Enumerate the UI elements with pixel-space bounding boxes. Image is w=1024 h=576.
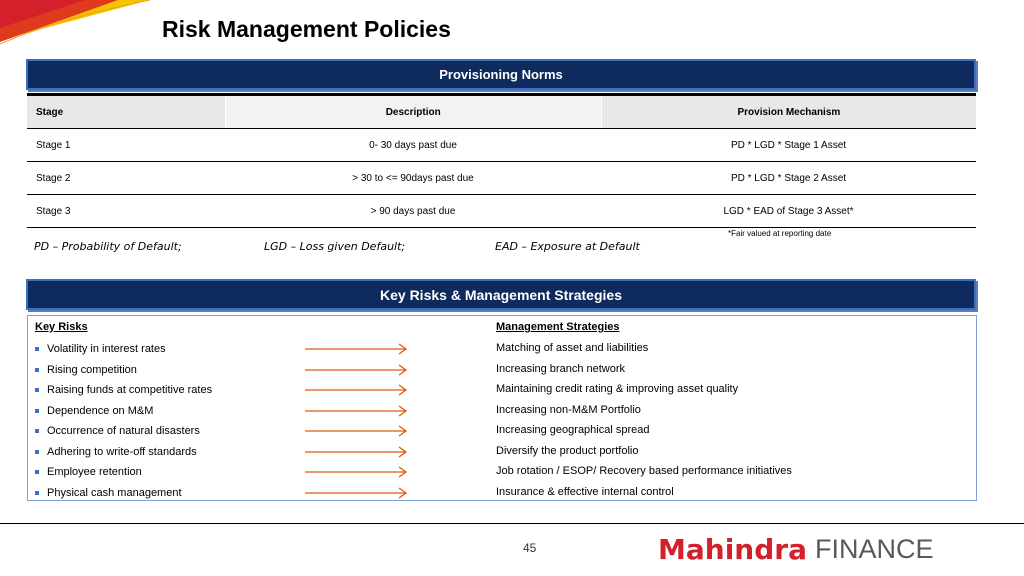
arrow-right-icon — [304, 364, 408, 376]
bullet-icon — [35, 409, 39, 413]
strategy-label: Maintaining credit rating & improving asset quality — [496, 383, 739, 395]
risks-panel — [27, 315, 977, 501]
risk-item — [35, 339, 166, 359]
table-header — [27, 93, 976, 129]
cell-mechanism: LGD * EAD of Stage 3 Asset* — [723, 205, 854, 217]
fair-value-footnote: *Fair valued at reporting date — [728, 229, 832, 238]
arrow-right-icon — [304, 425, 408, 437]
risk-item — [35, 401, 153, 421]
strategy-label: Job rotation / ESOP/ Recovery based performance initiatives — [496, 465, 792, 477]
risk-item — [35, 360, 137, 380]
bullet-icon — [35, 429, 39, 433]
bullet-icon — [35, 491, 39, 495]
arrow-right-icon — [304, 487, 408, 499]
header-provision-mechanism: Provision Mechanism — [737, 106, 841, 118]
strategy-label: Increasing branch network — [496, 362, 626, 375]
definition-pd: PD – Probability of Default; — [34, 240, 182, 253]
risk-label: Volatility in interest rates — [47, 343, 166, 355]
strategy-label: Matching of asset and liabilities — [496, 342, 649, 354]
risk-label: Adhering to write-off standards — [47, 445, 197, 458]
page-title: Risk Management Policies — [162, 16, 451, 42]
table-row — [27, 129, 976, 162]
risk-item — [35, 421, 200, 441]
key-risks-header: Key Risks — [35, 321, 88, 333]
risk-label: Occurrence of natural disasters — [47, 425, 200, 437]
bullet-icon — [35, 368, 39, 372]
header-description: Description — [225, 96, 602, 128]
bullet-icon — [35, 347, 39, 351]
bullet-icon — [35, 388, 39, 392]
page-number: 45 — [523, 541, 537, 555]
logo-suffix: FINANCE — [814, 533, 934, 564]
strategy-label: Insurance & effective internal control — [496, 485, 674, 498]
header-stage: Stage — [36, 106, 64, 118]
risk-label: Physical cash management — [47, 486, 182, 499]
strategy-label: Diversify the product portfolio — [496, 444, 639, 457]
arrow-right-icon — [304, 405, 408, 417]
bullet-icon — [35, 450, 39, 454]
cell-stage: Stage 1 — [36, 139, 71, 151]
cell-mechanism: PD * LGD * Stage 1 Asset — [730, 139, 847, 151]
definition-ead: EAD – Exposure at Default — [495, 240, 640, 253]
arrow-right-icon — [304, 343, 408, 355]
risk-label: Employee retention — [47, 466, 142, 478]
mahindra-finance-logo — [658, 533, 933, 565]
cell-description: > 30 to <= 90days past due — [352, 172, 474, 184]
strategies-header: Management Strategies — [496, 321, 620, 333]
logo-brand: Mahindra — [658, 532, 807, 566]
risk-item — [35, 483, 182, 503]
risk-label: Rising competition — [47, 363, 137, 376]
risk-item — [35, 380, 212, 400]
arrow-right-icon — [304, 446, 408, 458]
arrow-right-icon — [304, 384, 408, 396]
risk-label: Dependence on M&M — [47, 404, 154, 417]
cell-description: > 90 days past due — [370, 205, 456, 217]
strategy-label: Increasing non-M&M Portfolio — [496, 403, 641, 416]
arrow-right-icon — [304, 466, 408, 478]
key-risks-banner: Key Risks & Management Strategies — [26, 279, 976, 310]
risk-item — [35, 442, 197, 462]
cell-stage: Stage 2 — [36, 172, 71, 184]
footer-divider — [0, 523, 1024, 524]
provisioning-banner: Provisioning Norms — [26, 59, 976, 90]
cell-mechanism: PD * LGD * Stage 2 Asset — [730, 172, 847, 184]
cell-stage: Stage 3 — [36, 205, 71, 217]
definition-lgd: LGD – Loss given Default; — [264, 240, 406, 253]
risk-item — [35, 462, 142, 482]
provisioning-table — [27, 93, 976, 228]
cell-description: 0- 30 days past due — [369, 139, 457, 151]
table-row — [27, 195, 976, 228]
bullet-icon — [35, 470, 39, 474]
table-row — [27, 162, 976, 195]
risk-label: Raising funds at competitive rates — [47, 384, 213, 396]
strategy-label: Increasing geographical spread — [496, 424, 650, 436]
